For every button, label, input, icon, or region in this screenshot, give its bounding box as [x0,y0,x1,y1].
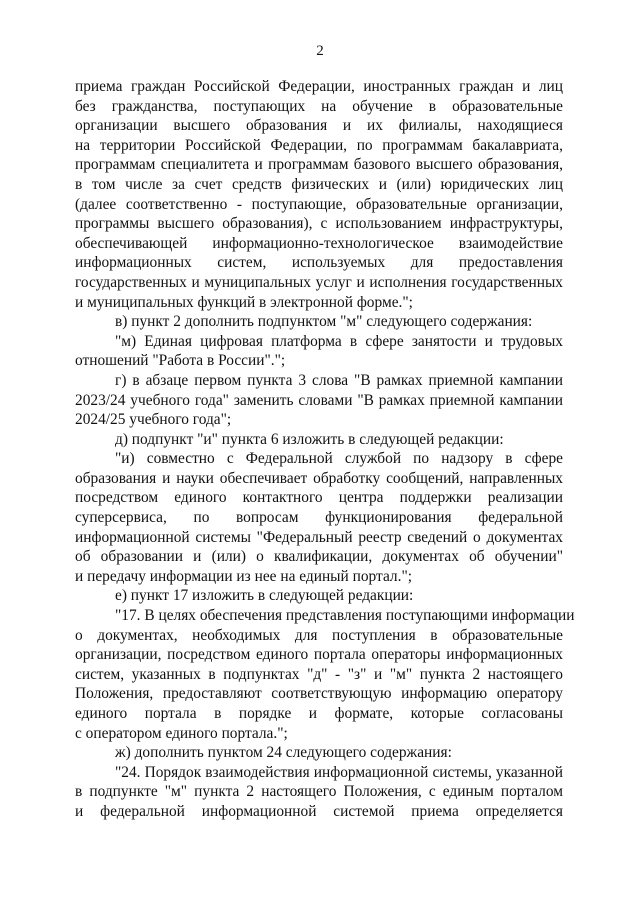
text-line: обеспечивающей информационно-технологическое взаимодействие [75,234,563,252]
text-line: о документах, необходимых для поступления в образовательные [75,626,563,644]
text-line: (далее соответственно - поступающие, образовательные организации, [75,195,563,213]
text-line: систем, указанных в подпунктах "д" - "з" и "м" пункта 2 настоящего [75,665,563,683]
text-line: 2024/25 учебного года"; [75,411,232,429]
text-line: д) подпункт "и" пункта 6 изложить в следующей редакции: [115,430,504,448]
text-line: государственных и муниципальных услуг и исполнения государственных [75,273,563,291]
text-line: г) в абзаце первом пункта 3 слова "В рамках приемной кампании [115,371,563,389]
text-line: в том числе за счет средств физических и (или) юридических лиц [75,175,563,193]
text-line: в подпункте "м" пункта 2 настоящего Положения, с единым порталом [75,783,563,801]
text-line: отношений "Работа в России"."; [75,352,286,370]
text-line: организации высшего образования и их филиалы, находящиеся [75,117,563,135]
text-line: "24. Порядок взаимодействия информационной системы, указанной [115,763,563,781]
text-line: организации, посредством единого портала операторы информационных [75,646,563,664]
text-line: единого портала в порядке и формате, которые согласованы [75,705,563,722]
text-line: и федеральной информационной системой приема определяется [75,802,563,820]
text-line: в) пункт 2 дополнить подпунктом "м" следующего содержания: [115,313,533,331]
page-number: 2 [316,43,324,59]
text-line: суперсервиса, по вопросам функционирования федеральной [75,509,563,527]
text-line: посредством единого контактного центра поддержки реализации [75,489,563,507]
text-line: программам специалитета и программам базового высшего образования, [75,156,563,174]
text-line: "м) Единая цифровая платформа в сфере занятости и трудовых [115,332,563,350]
text-line: Положения, предоставляют соответствующую информацию оператору [75,685,563,703]
text-line: без гражданства, поступающих на обучение в образовательные [75,97,563,115]
text-line: ж) дополнить пунктом 24 следующего содержания: [115,744,452,762]
text-line: информационной системы "Федеральный реестр сведений о документах [75,528,563,546]
text-line: и передачу информации из нее на единый портал."; [75,567,412,585]
text-line: приема граждан Российской Федерации, иностранных граждан и лиц [75,78,563,95]
text-line: об образовании и (или) о квалификации, документах об обучении" [75,548,563,566]
text-line: и муниципальных функций в электронной форме."; [75,293,413,311]
text-line: е) пункт 17 изложить в следующей редакции: [115,587,414,605]
text-line: 2023/24 учебного года" заменить словами "В рамках приемной кампании [75,391,563,409]
document-body [75,77,575,822]
text-line: программы высшего образования), с использованием инфраструктуры, [75,215,563,233]
text-line: на территории Российской Федерации, по программам бакалавриата, [75,136,563,154]
text-line: "и) совместно с Федеральной службой по надзору в сфере [115,450,563,468]
text-line: информационных систем, используемых для предоставления [75,254,563,272]
text-line: "17. В целях обеспечения представления поступающими информации [115,607,575,625]
text-line: образования и науки обеспечивает обработку сообщений, направленных [75,469,563,487]
text-line: с оператором единого портала."; [75,724,288,742]
